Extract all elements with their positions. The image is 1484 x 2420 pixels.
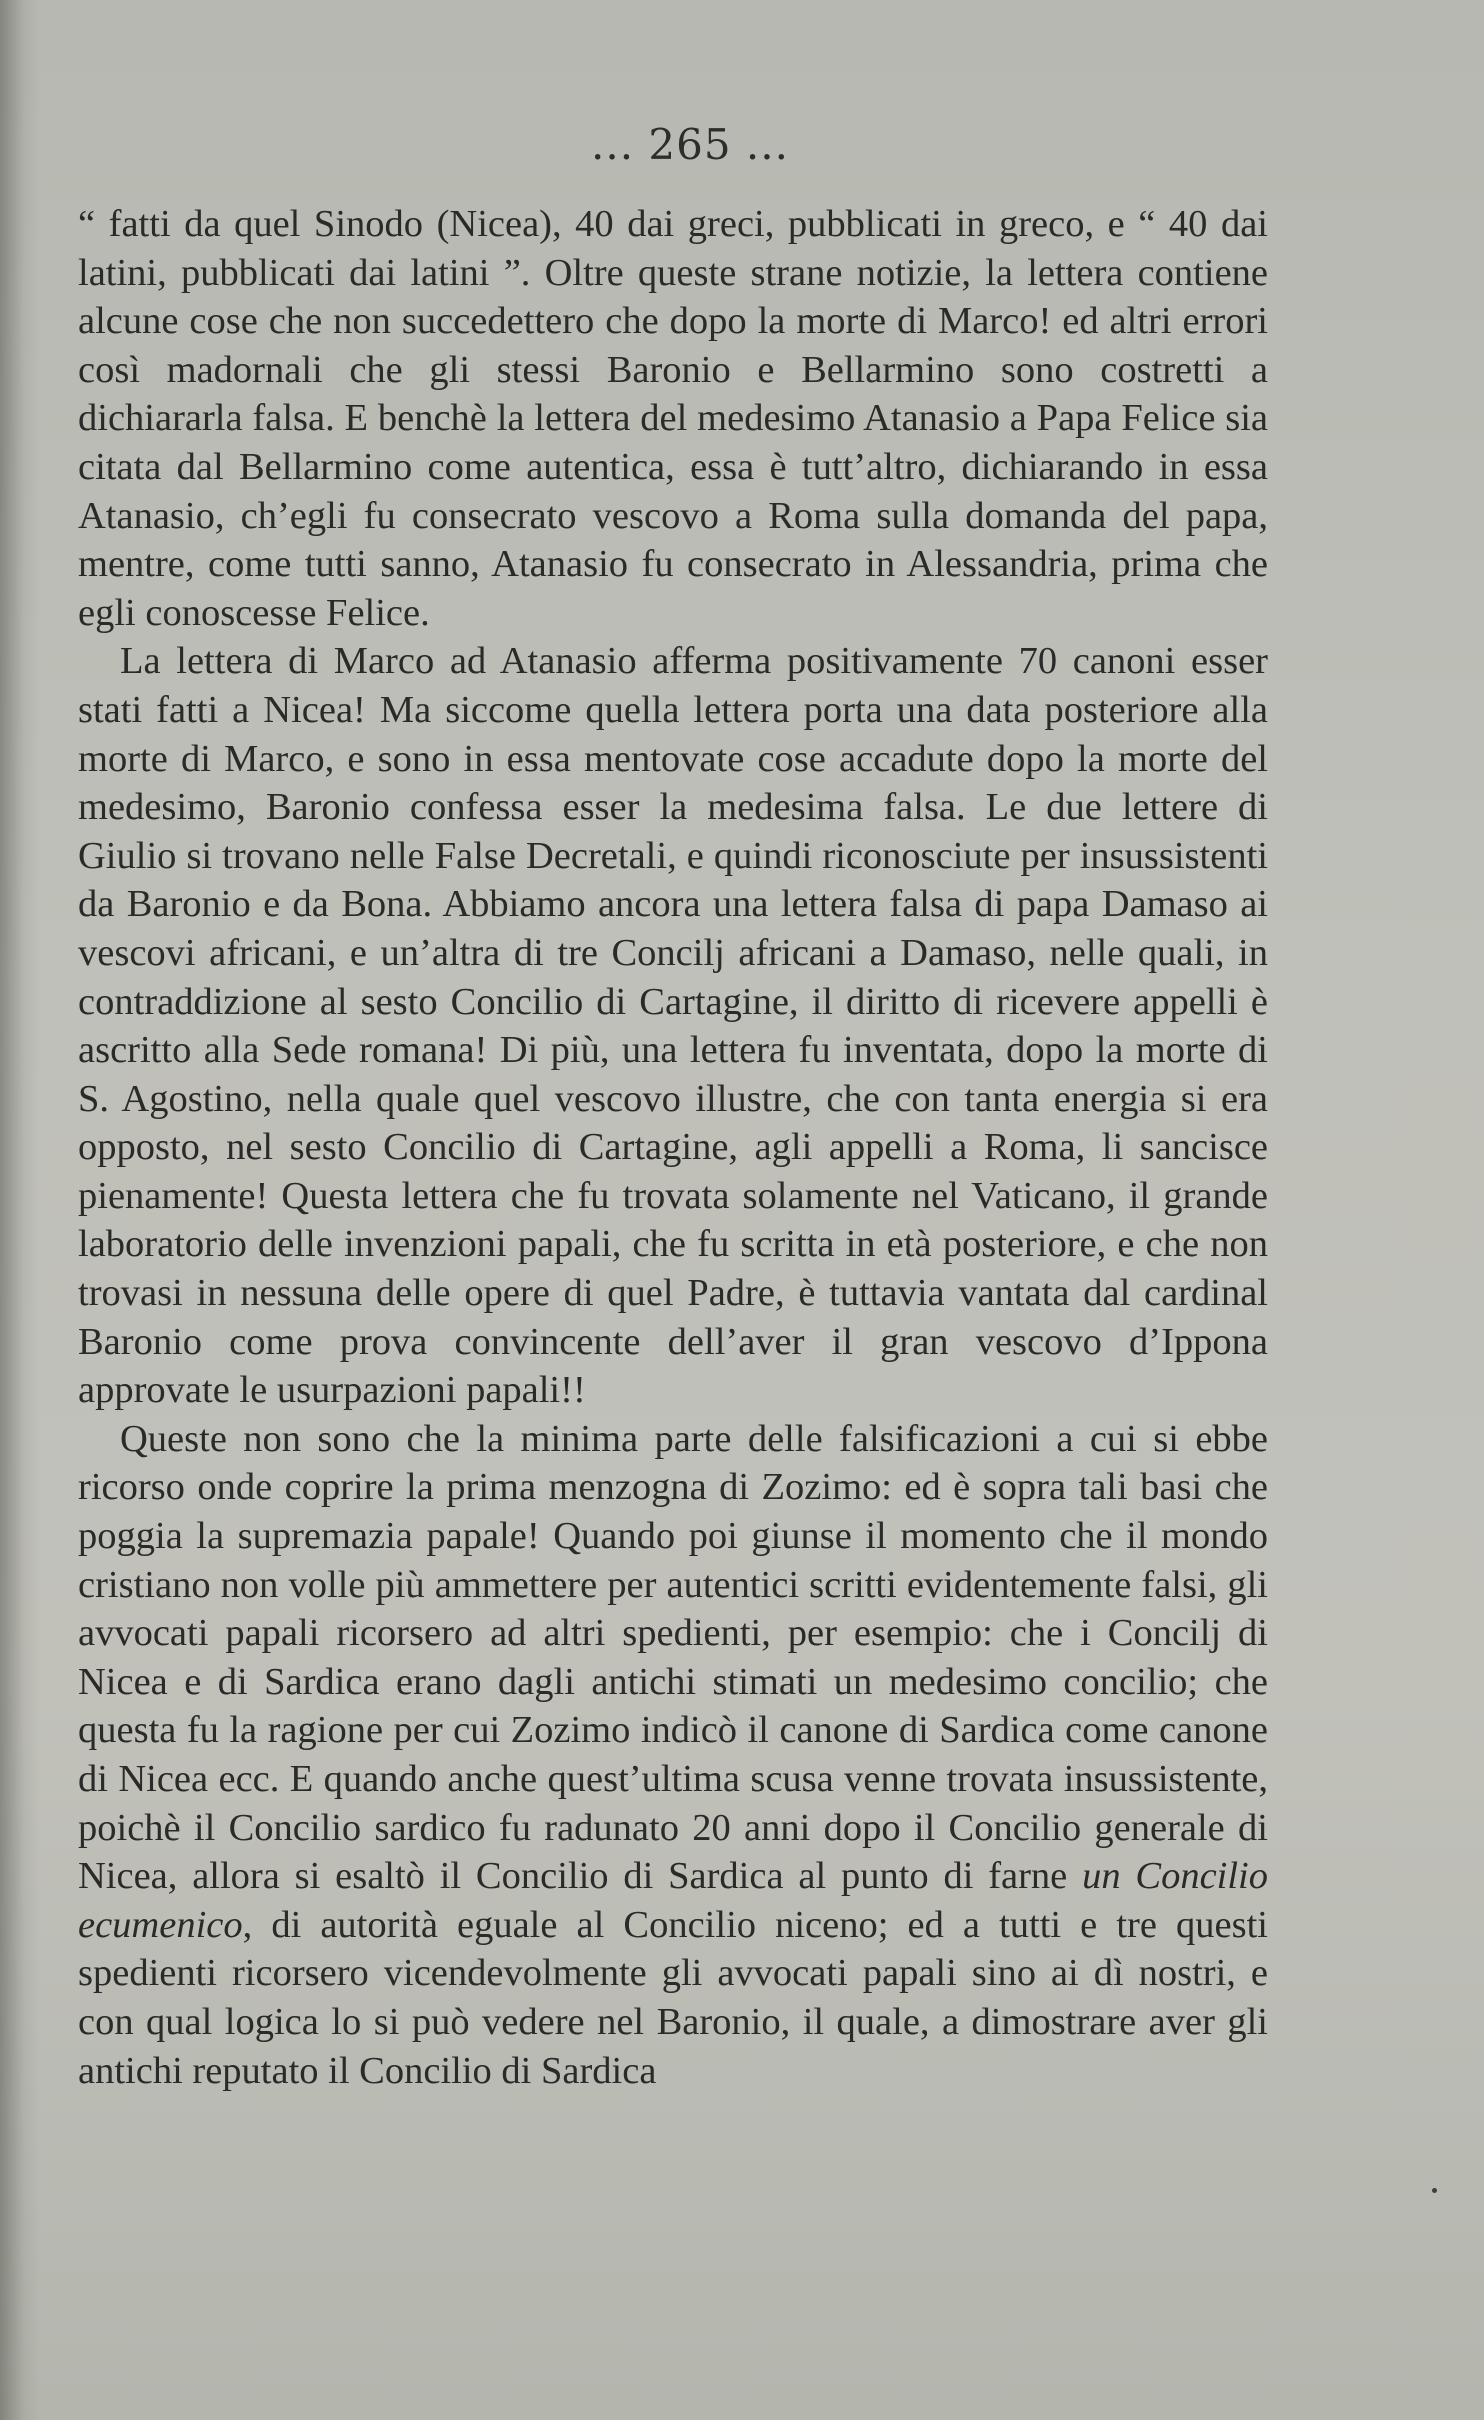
body-text: [78, 200, 1268, 2095]
paragraph-3-text-end: , di autorità eguale al Concilio niceno; ed a tutti e tre questi spedienti ricorsero vicendevolmente gli avvocati papali sino ai dì nostri, e con qual logica lo si può vedere nel Baronio, il quale, a dimostrare aver gli antichi reputato il Concilio di Sardica: [78, 1903, 1268, 2092]
paragraph-2-text: La lettera di Marco ad Atanasio afferma positivamente 70 canoni esser stati fatti a Nicea! Ma siccome quella lettera porta una data posteriore alla morte di Marco, e sono in essa mentovate cose accadute dopo la morte del medesimo, Baronio confessa esser la medesima falsa. Le due lettere di Giulio si trovano nelle False Decretali, e quindi riconosciute per insussistenti da Baronio e da Bona. Abbiamo ancora una lettera falsa di papa Damaso ai vescovi africani, e un’altra di tre Concilj africani a Damaso, nelle quali, in contraddizione al sesto Concilio di Cartagine, il diritto di ricevere appelli è ascritto alla Sede romana! Di più, una lettera fu inventata, dopo la morte di S. Agostino, nella quale quel vescovo illustre, che con tanta energia si era opposto, nel sesto Concilio di Cartagine, agli appelli a Roma, li sancisce pienamente! Questa lettera che fu trovata solamente nel Vaticano, il grande laboratorio delle invenzioni papali, che fu scritta in età posteriore, e che non trovasi in nessuna delle opere di quel Padre, è tuttavia vantata dal cardinal Baronio come prova convincente dell’aver il gran vescovo d’Ippona approvate le usurpazioni papali!!: [78, 640, 1268, 1412]
page-number: ... 265 ...: [591, 120, 789, 169]
paragraph-1-text: “ fatti da quel Sinodo (Nicea), 40 dai greci, pubblicati in greco, e “ 40 dai latini, pubblicati dai latini ”. Oltre queste strane notizie, la lettera contiene alcune cose che non succedettero che dopo la morte di Marco! ed altri errori così madornali che gli stessi Baronio e Bellarmino sono costretti a dichiararla falsa. E benchè la lettera del medesimo Atanasio a Papa Felice sia citata dal Bellarmino come autentica, essa è tutt’altro, dichiarando in essa Atanasio, ch’egli fu consecrato vescovo a Roma sulla domanda del papa, mentre, come tutti sanno, Atanasio fu consecrato in Alessandria, prima che egli conoscesse Felice.: [78, 203, 1268, 634]
paragraph-3-italic-text: un Concilio ecumenico: [78, 1855, 1268, 1946]
paragraph-1: [78, 200, 1268, 637]
page-edge-shadow: [0, 0, 40, 2420]
paragraph-3-text: Queste non sono che la minima parte delle falsificazioni a cui si ebbe ricorso onde coprire la prima menzogna di Zozimo: ed è sopra tali basi che poggia la supremazia papale! Quando poi giunse il momento che il mondo cristiano non volle più ammettere per autentici scritti evidentemente falsi, gli avvocati papali ricorsero ad altri spedienti, per esempio: che i Concilj di Nicea e di Sardica erano dagli antichi stimati un medesimo concilio; che questa fu la ragione per cui Zozimo indicò il canone di Sardica come canone di Nicea ecc. E quando anche quest’ultima scusa venne trovata insussistente, poichè il Concilio sardico fu radunato 20 anni dopo il Concilio generale di Nicea, allora si esaltò il Concilio di Sardica al punto di farne: [78, 1417, 1268, 1898]
paragraph-3: [78, 1415, 1268, 2095]
paper-speck: [1432, 2188, 1437, 2193]
paragraph-2: [78, 637, 1268, 1415]
